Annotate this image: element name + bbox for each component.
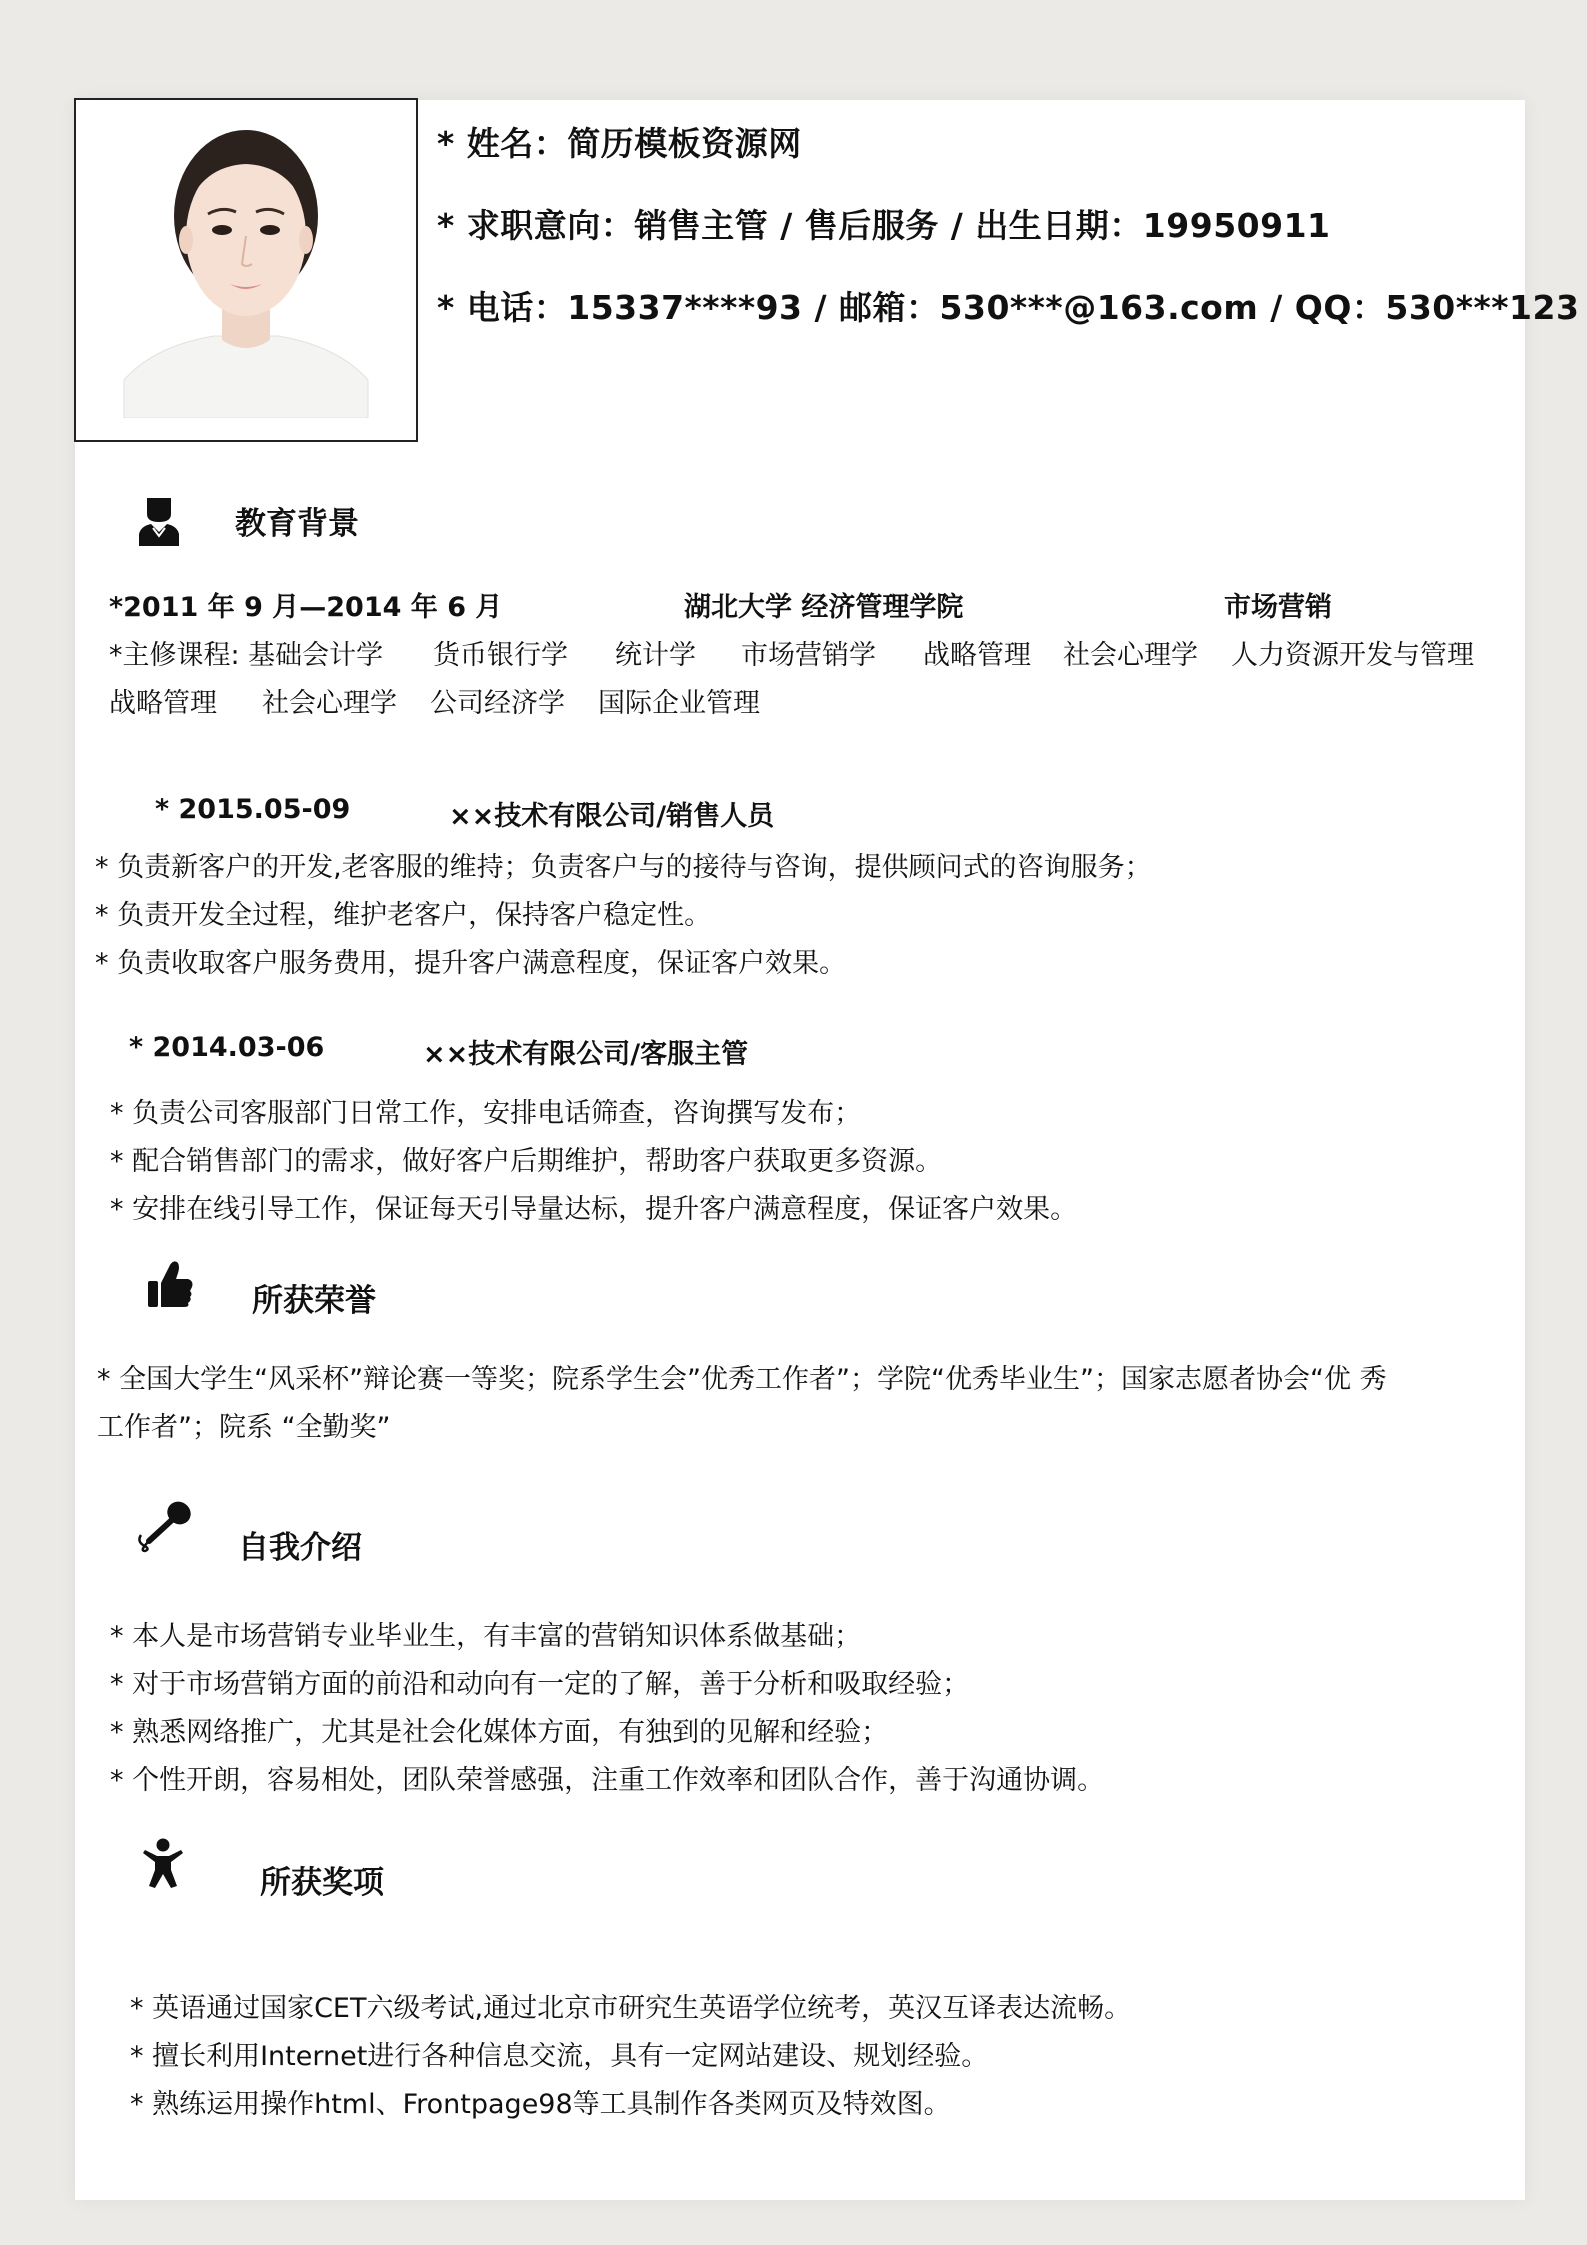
course-item: 市场营销学 [741, 640, 876, 671]
intro-item: * 对于市场营销方面的前沿和动向有一定的了解，善于分析和吸取经验； [110, 1669, 970, 1700]
course-item: 国际企业管理 [598, 688, 760, 719]
course-item: 货币银行学 [433, 640, 568, 671]
award-item: * 熟练运用操作html、Frontpage98等工具制作各类网页及特效图。 [130, 2089, 951, 2120]
job-duty: * 负责收取客户服务费用，提升客户满意程度，保证客户效果。 [95, 948, 847, 979]
intro-item: * 本人是市场营销专业毕业生，有丰富的营销知识体系做基础； [110, 1621, 862, 1652]
person-icon [137, 494, 181, 550]
profile-photo [74, 98, 418, 442]
award-item: * 英语通过国家CET六级考试,通过北京市研究生英语学位统考，英汉互译表达流畅。 [130, 1993, 1132, 2024]
award-item: * 擅长利用Internet进行各种信息交流，具有一定网站建设、规划经验。 [130, 2041, 989, 2072]
courses-label: *主修课程: 基础会计学 [109, 640, 384, 671]
section-title-education: 教育背景 [235, 506, 359, 542]
education-major: 市场营销 [1224, 592, 1332, 623]
intro-item: * 熟悉网络推广，尤其是社会化媒体方面，有独到的见解和经验； [110, 1717, 889, 1748]
name-line: * 姓名：简历模板资源网 [437, 124, 802, 163]
section-title-awards: 所获奖项 [260, 1865, 384, 1901]
section-title-honors: 所获荣誉 [252, 1283, 376, 1319]
job-duty: * 负责新客户的开发,老客服的维持；负责客户与的接待与咨询，提供顾问式的咨询服务； [95, 852, 1152, 883]
education-date: *2011 年 9 月—2014 年 6 月 [109, 592, 503, 623]
course-item: 战略管理 [923, 640, 1031, 671]
course-item: 人力资源开发与管理 [1231, 640, 1474, 671]
contact-line: * 电话：15337****93 / 邮箱：530***@163.com / QQ：530***123 [437, 288, 1580, 327]
education-school: 湖北大学 经济管理学院 [684, 592, 964, 623]
course-item: 统计学 [615, 640, 696, 671]
job-company: ××技术有限公司/客服主管 [423, 1039, 749, 1070]
job-intention-line: * 求职意向：销售主管 / 售后服务 / 出生日期：19950911 [437, 206, 1331, 245]
course-item: 战略管理 [109, 688, 217, 719]
course-item: 社会心理学 [262, 688, 397, 719]
job-company: ××技术有限公司/销售人员 [449, 801, 775, 832]
course-item: 社会心理学 [1063, 640, 1198, 671]
job-duty: * 安排在线引导工作，保证每天引导量达标，提升客户满意程度，保证客户效果。 [110, 1194, 1078, 1225]
job-duty: * 负责开发全过程，维护老客户，保持客户稳定性。 [95, 900, 712, 931]
section-title-self-intro: 自我介绍 [238, 1530, 362, 1566]
job-date: * 2015.05-09 [155, 794, 351, 825]
job-date: * 2014.03-06 [129, 1032, 325, 1063]
intro-item: * 个性开朗，容易相处，团队荣誉感强，注重工作效率和团队合作，善于沟通协调。 [110, 1765, 1105, 1796]
course-item: 公司经济学 [430, 688, 565, 719]
job-duty: * 配合销售部门的需求，做好客户后期维护，帮助客户获取更多资源。 [110, 1146, 943, 1177]
job-duty: * 负责公司客服部门日常工作，安排电话筛查，咨询撰写发布； [110, 1098, 862, 1129]
honors-text: * 全国大学生“风采杯”辩论赛一等奖；院系学生会”优秀工作者”；学院“优秀毕业生”；国家志愿者协会“优 秀 [97, 1364, 1387, 1395]
honors-text: 工作者”；院系 “全勤奖” [97, 1412, 391, 1443]
thumbs-up-icon [148, 1259, 194, 1313]
waving-person-icon [143, 1838, 183, 1892]
microphone-icon [137, 1499, 193, 1557]
